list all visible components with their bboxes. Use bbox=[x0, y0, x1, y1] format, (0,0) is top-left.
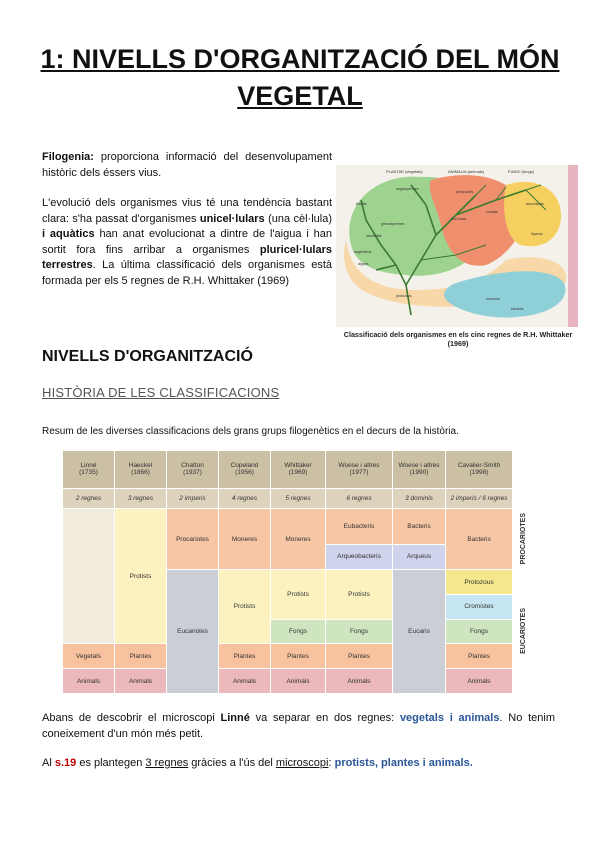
table-header-linne bbox=[63, 451, 115, 489]
figure-group-label: bacteris bbox=[511, 307, 524, 311]
evolution-text: (una cèl·lula) bbox=[264, 212, 332, 225]
table-cell: Moneres bbox=[219, 509, 271, 570]
table-subheader: 2 regnes bbox=[63, 488, 115, 508]
figure-group-label: angiospermes bbox=[396, 187, 419, 191]
table-corner bbox=[513, 451, 534, 489]
linne-text: Abans de descobrir el microscopi bbox=[42, 712, 221, 724]
table-cell: Protists bbox=[219, 570, 271, 644]
table-cell: Protists bbox=[271, 570, 326, 619]
header-year: (1998) bbox=[469, 469, 489, 477]
table-cell: Fongs bbox=[446, 619, 513, 644]
evolution-text: L'evolució dels organismes vius té una tendència bastant clara: s'ha passat d'organismes bbox=[42, 197, 332, 225]
figure-group-label: artròpodes bbox=[456, 190, 474, 194]
table-subheader: 3 regnes bbox=[115, 488, 167, 508]
table-cell: Animals bbox=[271, 669, 326, 694]
table-header-chatton bbox=[167, 451, 219, 489]
table-cell: Moneres bbox=[271, 509, 326, 570]
s19-three-kingdoms: 3 regnes bbox=[145, 757, 189, 769]
header-year: (1977) bbox=[349, 469, 369, 477]
table-cell: Fongs bbox=[326, 619, 393, 644]
evolution-paragraph bbox=[42, 196, 332, 289]
table-header-whittaker bbox=[271, 451, 326, 489]
whittaker-phylogenetic-tree-figure bbox=[336, 165, 578, 327]
figure-top-label: PLANTAE (vegetals) bbox=[386, 169, 423, 174]
table-cell: Plantes bbox=[326, 644, 393, 669]
figure-side-strip bbox=[568, 165, 578, 327]
side-label-text: EUCARIOTES bbox=[519, 607, 527, 654]
figure-group-label: protozous bbox=[396, 294, 412, 298]
header-year: (1956) bbox=[235, 469, 254, 477]
linne-kingdoms: vegetals i animals bbox=[399, 712, 500, 724]
table-cell: Animals bbox=[219, 669, 271, 694]
header-year: (1937) bbox=[183, 469, 202, 477]
table-cell: Procariotes bbox=[167, 509, 219, 570]
table-subheader: 2 imperis / 6 regnes bbox=[446, 488, 513, 508]
table-header-woese-1990 bbox=[393, 451, 446, 489]
figure-group-label: algues bbox=[358, 262, 369, 266]
table-cell: Arqueus bbox=[393, 544, 446, 570]
table-cell: Fongs bbox=[271, 619, 326, 644]
linne-name: Linné bbox=[220, 712, 250, 724]
evolution-text: han anat evolucionat a dintre de l'aigua i han sortit fora fins arribar a organismes bbox=[42, 228, 332, 256]
figure-group-label: líquens bbox=[531, 232, 543, 236]
table-corner bbox=[513, 488, 534, 508]
s19-text: gràcies a l'ús del bbox=[188, 757, 276, 769]
header-year: (1866) bbox=[131, 469, 150, 477]
table-cell: Bacteris bbox=[446, 509, 513, 570]
header-name: Whittaker bbox=[284, 462, 312, 470]
figure-group-label: mol·luscs bbox=[451, 217, 467, 221]
pluricellular-term: pluricel·lulars terrestres bbox=[42, 243, 332, 271]
table-cell: Plantes bbox=[219, 644, 271, 669]
table-cell-empty bbox=[63, 509, 115, 644]
table-cell: Plantes bbox=[271, 644, 326, 669]
s19-text: es plantegen bbox=[76, 757, 146, 769]
figure-top-label: FUNGI (fongs) bbox=[508, 169, 535, 174]
linne-paragraph bbox=[42, 710, 555, 742]
filogenia-definition: proporciona informació del desenvolupament històric dels éssers vius. bbox=[42, 151, 332, 179]
header-year: (1990) bbox=[409, 469, 429, 477]
table-cell: Protists bbox=[115, 509, 167, 644]
section-heading: NIVELLS D'ORGANITZACIÓ bbox=[42, 348, 253, 365]
s19-kingdoms: protists, plantes i animals. bbox=[334, 757, 473, 769]
s19-microscope: microscopi bbox=[275, 757, 329, 769]
header-name: Woese i altres bbox=[338, 462, 380, 470]
linne-text: va separar en dos regnes: bbox=[249, 712, 400, 724]
figure-group-label: moneres bbox=[486, 297, 500, 301]
table-cell: Plantes bbox=[446, 644, 513, 669]
header-name: Cavalier-Smith bbox=[457, 462, 501, 470]
summary-sentence: Resum de les diverses classificacions dels grans grups filogenètics en el decurs de la història. bbox=[42, 426, 459, 437]
figure-group-label: pteridòfits bbox=[366, 234, 382, 238]
linne-text: . No tenim coneixement d'un món més petit. bbox=[42, 712, 555, 740]
table-subheader: 4 regnes bbox=[219, 488, 271, 508]
table-cell: Plantes bbox=[115, 644, 167, 669]
aquatic-term: i aquàtics bbox=[42, 228, 95, 240]
table-header-haeckel bbox=[115, 451, 167, 489]
filogenia-paragraph bbox=[42, 150, 332, 181]
s19-paragraph bbox=[42, 757, 473, 769]
table-header-woese-1977 bbox=[326, 451, 393, 489]
table-cell: Protozous bbox=[446, 570, 513, 595]
table-cell: Animals bbox=[326, 669, 393, 694]
figure-group-label: briòfits bbox=[356, 202, 367, 206]
table-cell: Animals bbox=[446, 669, 513, 694]
header-name: Woese i altres bbox=[398, 462, 440, 470]
page-title-line1: 1: NIVELLS D'ORGANITZACIÓ DEL MÓN bbox=[40, 44, 560, 74]
table-cell: Eucariotes bbox=[167, 570, 219, 694]
evolution-text: . La última classificació dels organismes està formada per els 5 regnes de R.H. Whittaker (1969) bbox=[42, 259, 332, 287]
s19-century: s.19 bbox=[54, 757, 77, 769]
header-name: Linné bbox=[80, 462, 97, 470]
table-cell: Protists bbox=[326, 570, 393, 619]
header-name: Copeland bbox=[230, 462, 259, 470]
figure-top-label: ANIMALIA (animals) bbox=[448, 169, 485, 174]
figure-group-label: eugleniens bbox=[354, 250, 372, 254]
header-year: (1735) bbox=[79, 469, 98, 477]
classification-history-table bbox=[62, 450, 534, 694]
table-subheader: 3 dominis bbox=[393, 488, 446, 508]
table-cell: Animals bbox=[115, 669, 167, 694]
s19-text: : bbox=[328, 757, 335, 769]
eucariotes-side-label bbox=[513, 570, 534, 694]
filogenia-term: Filogenia: bbox=[42, 151, 94, 163]
s19-text: Al bbox=[42, 757, 55, 769]
table-subheader: 2 imperis bbox=[167, 488, 219, 508]
page-title-line2: VEGETAL bbox=[237, 81, 363, 111]
table-subheader: 5 regnes bbox=[271, 488, 326, 508]
figure-group-label: gimnospermes bbox=[381, 222, 405, 226]
figure-group-label: ascomicets bbox=[526, 202, 544, 206]
unicellular-term: unicel·lulars bbox=[199, 212, 265, 225]
table-cell: Animals bbox=[63, 669, 115, 694]
table-cell: Eubacteris bbox=[326, 509, 393, 544]
figure-caption: Classificació dels organismes en els cinc regnes de R.H. Whittaker (1969) bbox=[343, 330, 573, 348]
procariotes-side-label bbox=[513, 509, 534, 570]
header-name: Haeckel bbox=[128, 462, 153, 470]
table-header-cavalier-smith bbox=[446, 451, 513, 489]
side-label-text: PROCARIOTES bbox=[519, 512, 527, 564]
header-year: (1969) bbox=[288, 469, 308, 477]
header-name: Chatton bbox=[181, 462, 204, 470]
section-subheading: HISTÒRIA DE LES CLASSIFICACIONS bbox=[42, 385, 280, 400]
table-header-copeland bbox=[219, 451, 271, 489]
table-cell: Arqueobacteris bbox=[326, 544, 393, 570]
figure-group-label: cordats bbox=[486, 210, 498, 214]
table-cell: Eucaris bbox=[393, 570, 446, 694]
table-cell: Cromistes bbox=[446, 595, 513, 620]
table-cell: Vegetals bbox=[63, 644, 115, 669]
table-cell: Bacteris bbox=[393, 509, 446, 544]
table-subheader: 6 regnes bbox=[326, 488, 393, 508]
